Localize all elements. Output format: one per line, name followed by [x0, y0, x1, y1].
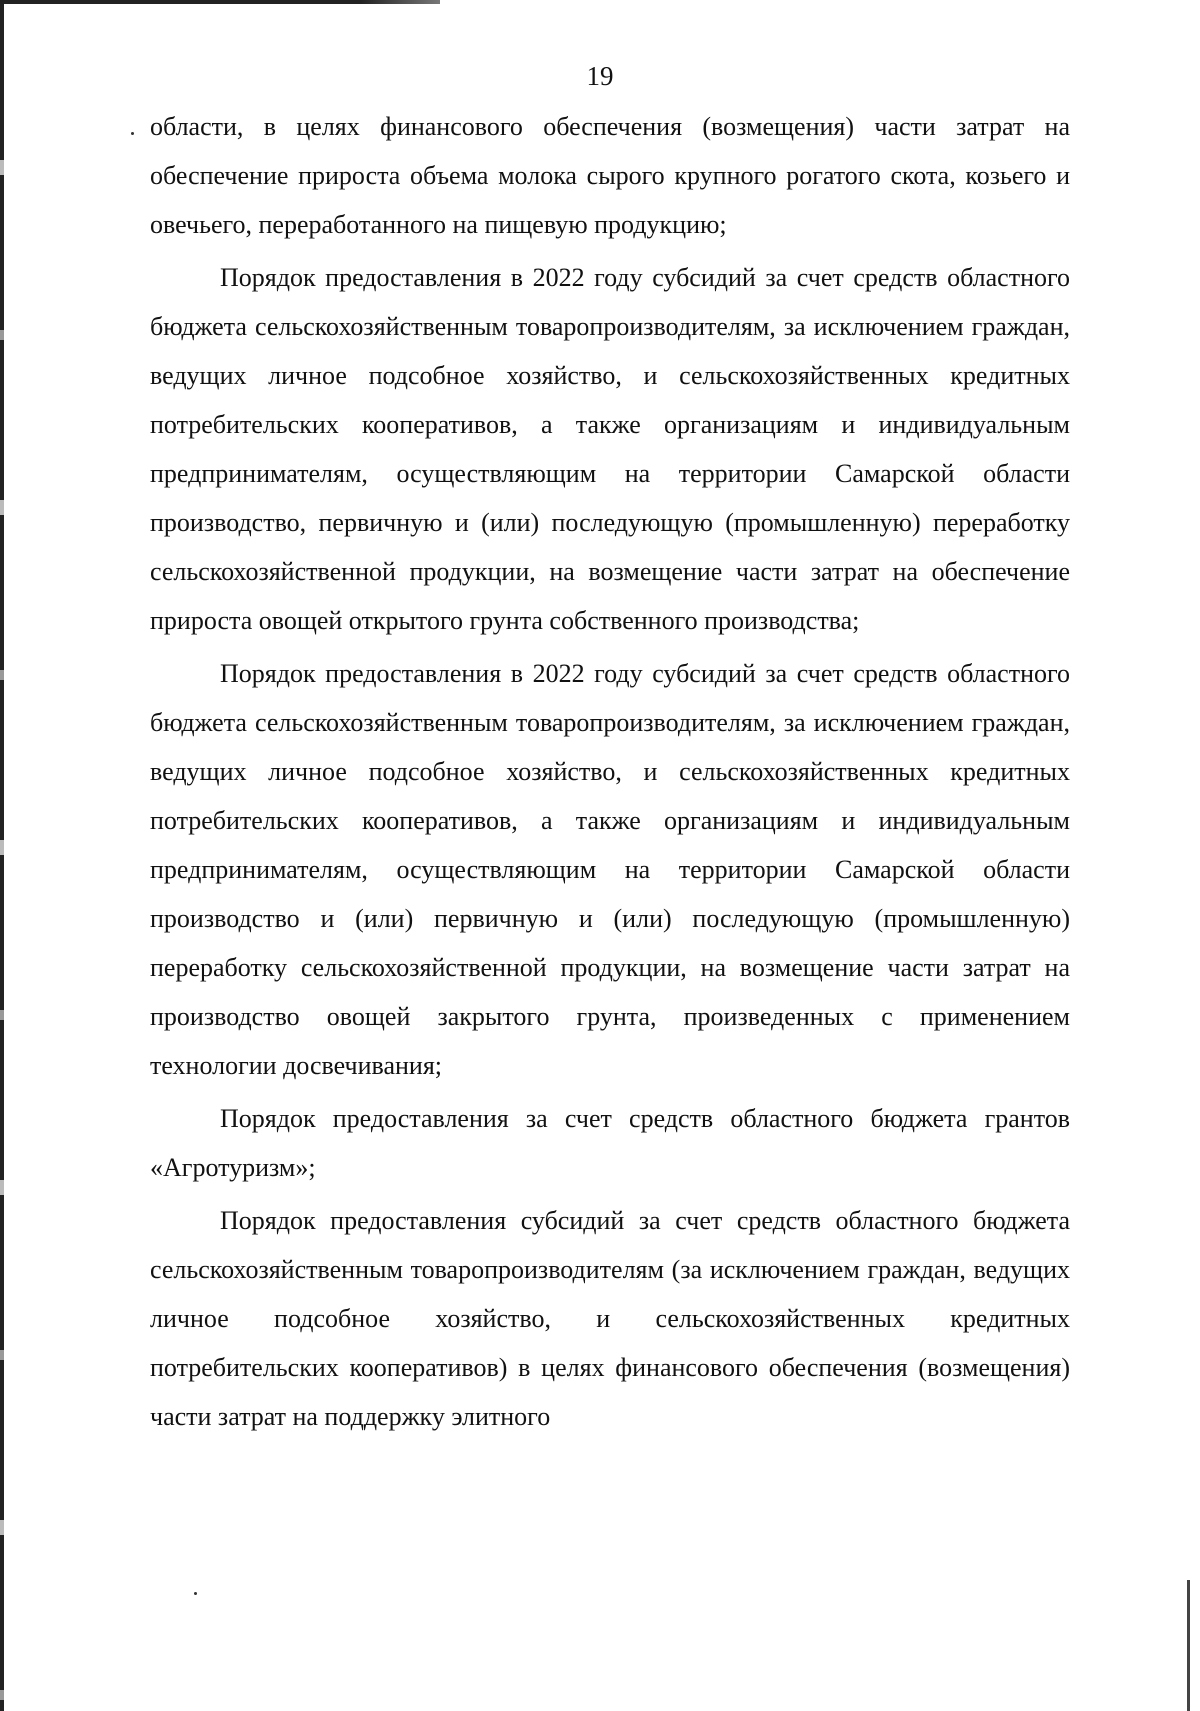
paragraph-open-ground-vegetables: Порядок предоставления в 2022 году субсидий за счет средств областного бюджета сельскохозяйственным товаропроизводителям, за исключением граждан, ведущих личное подсобное хозяйство, и сельскохозяйственных кредитных потребительских кооперативов, а также организациям и индивидуальным предпринимателям, осуществляющим на территории Самарской области производство, первичную и (или) последующую (промышленную) переработку сельскохозяйственной продукции, на возмещение части затрат на обеспечение прироста овощей открытого грунта собственного производства;: [150, 263, 1070, 635]
paragraph-greenhouse-vegetables: Порядок предоставления в 2022 году субсидий за счет средств областного бюджета сельскохозяйственным товаропроизводителям, за исключением граждан, ведущих личное подсобное хозяйство, и сельскохозяйственных кредитных потребительских кооперативов, а также организациям и индивидуальным предпринимателям, осуществляющим на территории Самарской области производство и (или) первичную и (или) последующую (промышленную) переработку сельскохозяйственной продукции, на возмещение части затрат на производство овощей закрытого грунта, произведенных с применением технологии досвечивания;: [150, 659, 1070, 1080]
scan-edge-top: [0, 0, 440, 4]
scan-speck: [194, 1592, 197, 1595]
scan-speck: [131, 132, 134, 135]
document-body: [150, 102, 1070, 1441]
page-number: 19: [586, 61, 614, 91]
scan-edge-right: [1187, 1580, 1190, 1711]
paragraph-elite-support: Порядок предоставления субсидий за счет средств областного бюджета сельскохозяйственным товаропроизводителям (за исключением граждан, ведущих личное подсобное хозяйство, и сельскохозяйственных кредитных потребительских кооперативов) в целях финансового обеспечения (возмещения) части затрат на поддержку элитного: [150, 1206, 1070, 1431]
scan-edge-left: [0, 0, 4, 1711]
paragraph-continuation: области, в целях финансового обеспечения (возмещения) части затрат на обеспечение прироста объема молока сырого крупного рогатого скота, козьего и овечьего, переработанного на пищевую продукцию;: [150, 112, 1070, 239]
paragraph-agrotourism-grants: Порядок предоставления за счет средств областного бюджета грантов «Агротуризм»;: [150, 1104, 1070, 1182]
